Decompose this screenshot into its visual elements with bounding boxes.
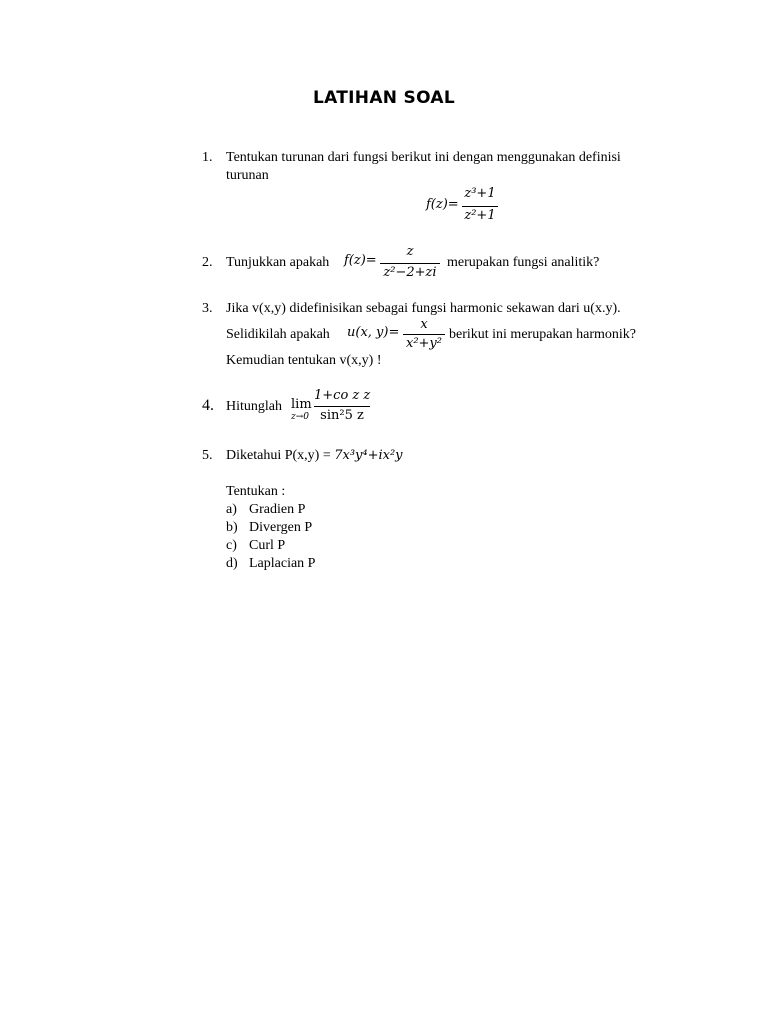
fraction-denominator: z²+1 xyxy=(464,208,496,223)
question-text: berikut ini merupakan harmonik? xyxy=(449,327,636,342)
formula-fraction xyxy=(380,244,440,284)
list-item: Laplacian P xyxy=(249,556,316,571)
formula-expression: 7x³y⁴+ix²y xyxy=(334,448,403,463)
list-item-marker: c) xyxy=(226,538,237,553)
formula-fraction xyxy=(314,388,370,428)
fraction-numerator: x xyxy=(420,317,428,332)
question-text: Tunjukkan apakah xyxy=(226,255,330,270)
question-number: 2. xyxy=(202,255,213,270)
fraction-bar xyxy=(403,334,445,335)
fraction-numerator: z xyxy=(406,244,414,259)
list-item: Curl P xyxy=(249,538,286,553)
fraction-denominator: sin²5 z xyxy=(320,408,364,423)
list-item: Gradien P xyxy=(249,502,306,517)
fraction-denominator: z²−2+zi xyxy=(383,265,437,280)
fraction-bar xyxy=(314,406,370,407)
formula-fraction xyxy=(403,317,445,355)
page-title: LATIHAN SOAL xyxy=(313,88,455,108)
formula-lhs: f(z)= xyxy=(344,253,377,268)
question-number: 3. xyxy=(202,301,213,316)
formula-fraction xyxy=(462,186,498,226)
fraction-denominator: x²+y² xyxy=(406,336,442,351)
question-text xyxy=(226,448,403,464)
fraction-bar xyxy=(462,206,498,207)
list-item: Divergen P xyxy=(249,520,313,535)
list-item-marker: b) xyxy=(226,520,238,535)
formula-lhs: u(x, y)= xyxy=(347,325,400,340)
question-text: Tentukan turunan dari fungsi berikut ini dengan menggunakan definisi xyxy=(226,150,621,165)
limit-operator: lim xyxy=(291,397,312,412)
list-item-marker: d) xyxy=(226,556,238,571)
fraction-bar xyxy=(380,263,440,264)
question-number: 1. xyxy=(202,150,213,165)
question-text: Hitunglah xyxy=(226,399,282,414)
limit-subscript: z→0 xyxy=(291,412,310,422)
instruction-text: Tentukan : xyxy=(226,484,286,499)
fraction-numerator: z³+1 xyxy=(464,186,496,201)
question-number: 5. xyxy=(202,448,213,463)
question-text-pre: Diketahui P(x,y) = xyxy=(226,448,335,463)
question-text: merupakan fungsi analitik? xyxy=(447,255,600,270)
question-text: Jika v(x,y) didefinisikan sebagai fungsi harmonic sekawan dari u(x.y). xyxy=(226,301,621,316)
fraction-numerator: 1+co z z xyxy=(314,388,371,403)
question-text: turunan xyxy=(226,168,269,183)
question-number: 4. xyxy=(202,397,214,414)
question-text: Kemudian tentukan v(x,y) ! xyxy=(226,353,382,368)
formula-lhs: f(z)= xyxy=(426,197,459,212)
list-item-marker: a) xyxy=(226,502,237,517)
question-text: Selidikilah apakah xyxy=(226,327,330,342)
